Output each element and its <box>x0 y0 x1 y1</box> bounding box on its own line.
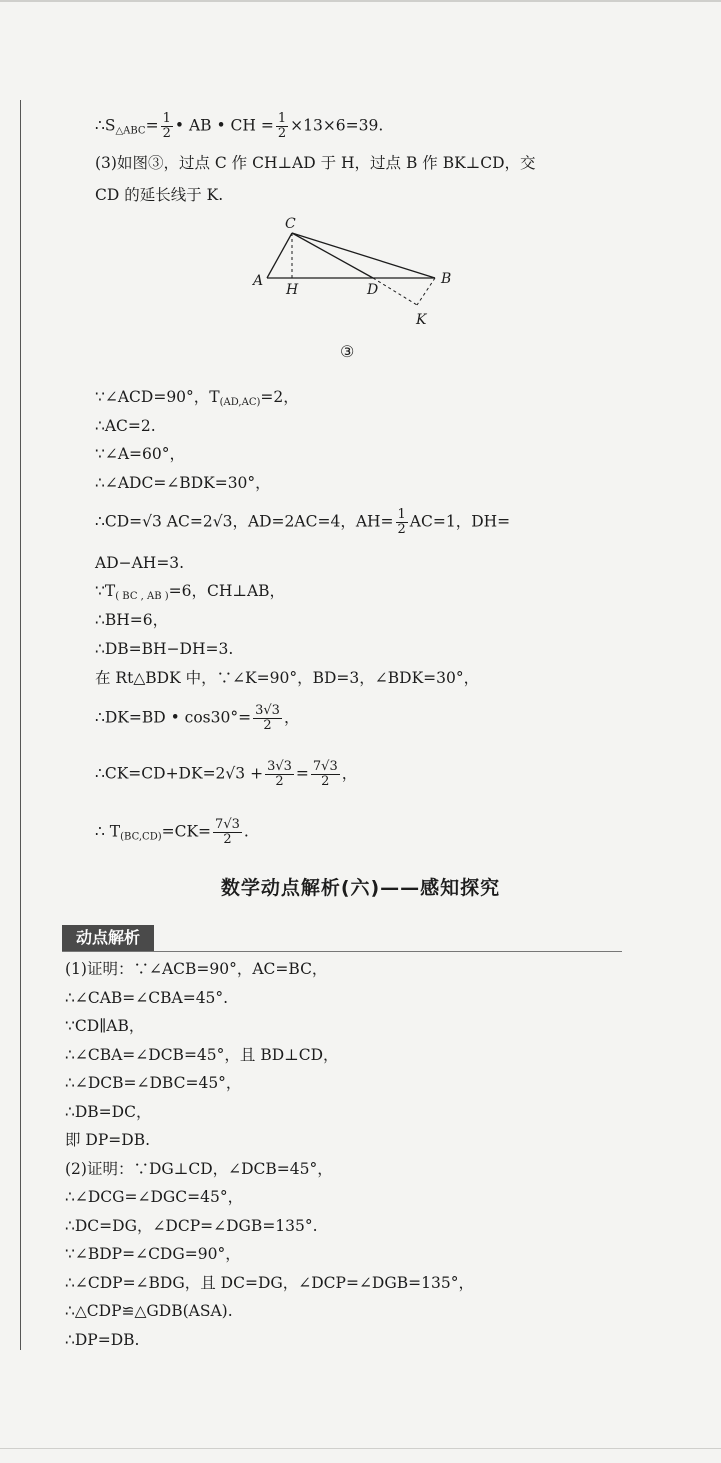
text: . <box>243 822 249 841</box>
subscript: ( BC , AB ) <box>115 591 169 602</box>
solution-line: ∴BH=6， <box>95 611 169 629</box>
fraction-3root3-over-2 <box>265 760 294 789</box>
geometry-figure <box>245 210 475 335</box>
label-k: K <box>416 312 427 328</box>
text: AC=1，DH= <box>409 512 511 531</box>
text: • AB • CH = <box>174 116 274 135</box>
proof-line: ∵CD∥AB， <box>65 1017 145 1035</box>
text: ∴CK=CD+DK=2√3 + <box>95 764 264 783</box>
text: = <box>295 764 309 783</box>
proof-line: ∴△CDP≌△GDB(ASA). <box>65 1302 233 1320</box>
segment-cb <box>292 233 435 278</box>
solution-line <box>95 508 691 537</box>
section-tag: 动点解析 <box>62 925 154 951</box>
part3-statement-cont: CD 的延长线于 K. <box>95 186 224 204</box>
proof-line: (2)证明：∵DG⊥CD，∠DCB=45°， <box>65 1160 333 1178</box>
numerator: 3√3 <box>255 703 280 718</box>
numerator: 1 <box>162 111 171 126</box>
fraction-3root3-over-2 <box>253 704 282 733</box>
margin-line <box>20 100 21 1350</box>
solution-line <box>95 580 691 608</box>
segment-ac <box>267 233 292 278</box>
text: ∴S <box>95 116 116 135</box>
text: ∴DK=BD • cos30°= <box>95 708 252 727</box>
section-title: 数学动点解析(六)——感知探究 <box>220 877 501 899</box>
label-d: D <box>367 282 379 298</box>
text: ∴CD=√3 AC=2√3，AD=2AC=4，AH= <box>95 512 394 531</box>
top-rule <box>0 0 721 2</box>
solution-line: ∴DB=BH−DH=3. <box>95 640 234 658</box>
fraction-half <box>276 112 288 141</box>
label-a: A <box>253 273 264 289</box>
denominator: 2 <box>223 832 232 847</box>
text: =6，CH⊥AB， <box>168 582 286 600</box>
bottom-rule <box>0 1448 721 1449</box>
solution-line <box>95 704 691 733</box>
solution-line <box>95 818 691 849</box>
area-equation-line <box>95 112 691 143</box>
denominator: 2 <box>263 718 272 733</box>
denominator: 2 <box>397 522 406 537</box>
proof-line: ∴∠DCG=∠DGC=45°， <box>65 1188 244 1206</box>
numerator: 1 <box>277 111 287 126</box>
segment-cd <box>292 233 373 278</box>
proof-line: ∴∠DCB=∠DBC=45°， <box>65 1074 242 1092</box>
fraction-7root3-over-2 <box>311 760 340 789</box>
text: ， <box>283 708 300 727</box>
segment-dk-dashed <box>373 278 417 305</box>
subscript: (BC,CD) <box>120 831 162 843</box>
text: ∵T <box>95 582 116 600</box>
numerator: 7√3 <box>215 817 240 832</box>
tag-rule <box>62 951 622 952</box>
denominator: 2 <box>275 774 284 789</box>
solution-line: AD−AH=3. <box>95 554 185 572</box>
proof-line: ∵∠BDP=∠CDG=90°， <box>65 1245 241 1263</box>
text: ∴ T <box>95 822 121 841</box>
text: ×13×6=39. <box>290 116 384 135</box>
solution-line <box>95 386 691 414</box>
proof-line: ∴DC=DG，∠DCP=∠DGB=135°. <box>65 1217 318 1235</box>
fraction-half <box>396 508 408 537</box>
solution-line: ∴AC=2. <box>95 417 156 435</box>
numerator: 3√3 <box>267 759 292 774</box>
fraction-half <box>161 112 173 141</box>
solution-line <box>95 760 691 789</box>
denominator: 2 <box>277 126 287 141</box>
label-h: H <box>286 282 299 298</box>
label-c: C <box>285 216 296 232</box>
proof-line: ∴∠CBA=∠DCB=45°，且 BD⊥CD， <box>65 1046 339 1064</box>
subscript: △ABC <box>115 125 146 137</box>
denominator: 2 <box>321 774 330 789</box>
label-b: B <box>441 271 452 287</box>
part3-statement: (3)如图③，过点 C 作 CH⊥AD 于 H，过点 B 作 BK⊥CD，交 <box>95 154 536 172</box>
solution-line: ∵∠A=60°， <box>95 445 186 463</box>
fraction-7root3-over-2 <box>213 818 242 847</box>
proof-line: 即 DP=DB. <box>65 1131 151 1149</box>
segment-bk-dashed <box>417 278 435 305</box>
solution-line: ∴∠ADC=∠BDK=30°， <box>95 474 271 492</box>
numerator: 1 <box>397 507 406 522</box>
proof-line: (1)证明：∵∠ACB=90°，AC=BC， <box>65 960 328 978</box>
text: ， <box>341 764 358 783</box>
solution-line: 在 Rt△BDK 中，∵∠K=90°，BD=3，∠BDK=30°， <box>95 669 480 687</box>
proof-line: ∴∠CDP=∠BDG，且 DC=DG，∠DCP=∠DGB=135°， <box>65 1274 474 1292</box>
text: = <box>145 116 159 135</box>
numerator: 7√3 <box>312 759 338 774</box>
text: =CK= <box>161 822 212 841</box>
proof-line: ∴DP=DB. <box>65 1331 140 1349</box>
text: ∵∠ACD=90°，T <box>95 388 220 406</box>
proof-line: ∴DB=DC， <box>65 1103 152 1121</box>
subscript: (AD,AC) <box>219 397 261 408</box>
denominator: 2 <box>162 126 171 141</box>
figure-caption: ③ <box>340 342 355 361</box>
proof-line: ∴∠CAB=∠CBA=45°. <box>65 989 229 1007</box>
text: =2， <box>260 388 299 406</box>
